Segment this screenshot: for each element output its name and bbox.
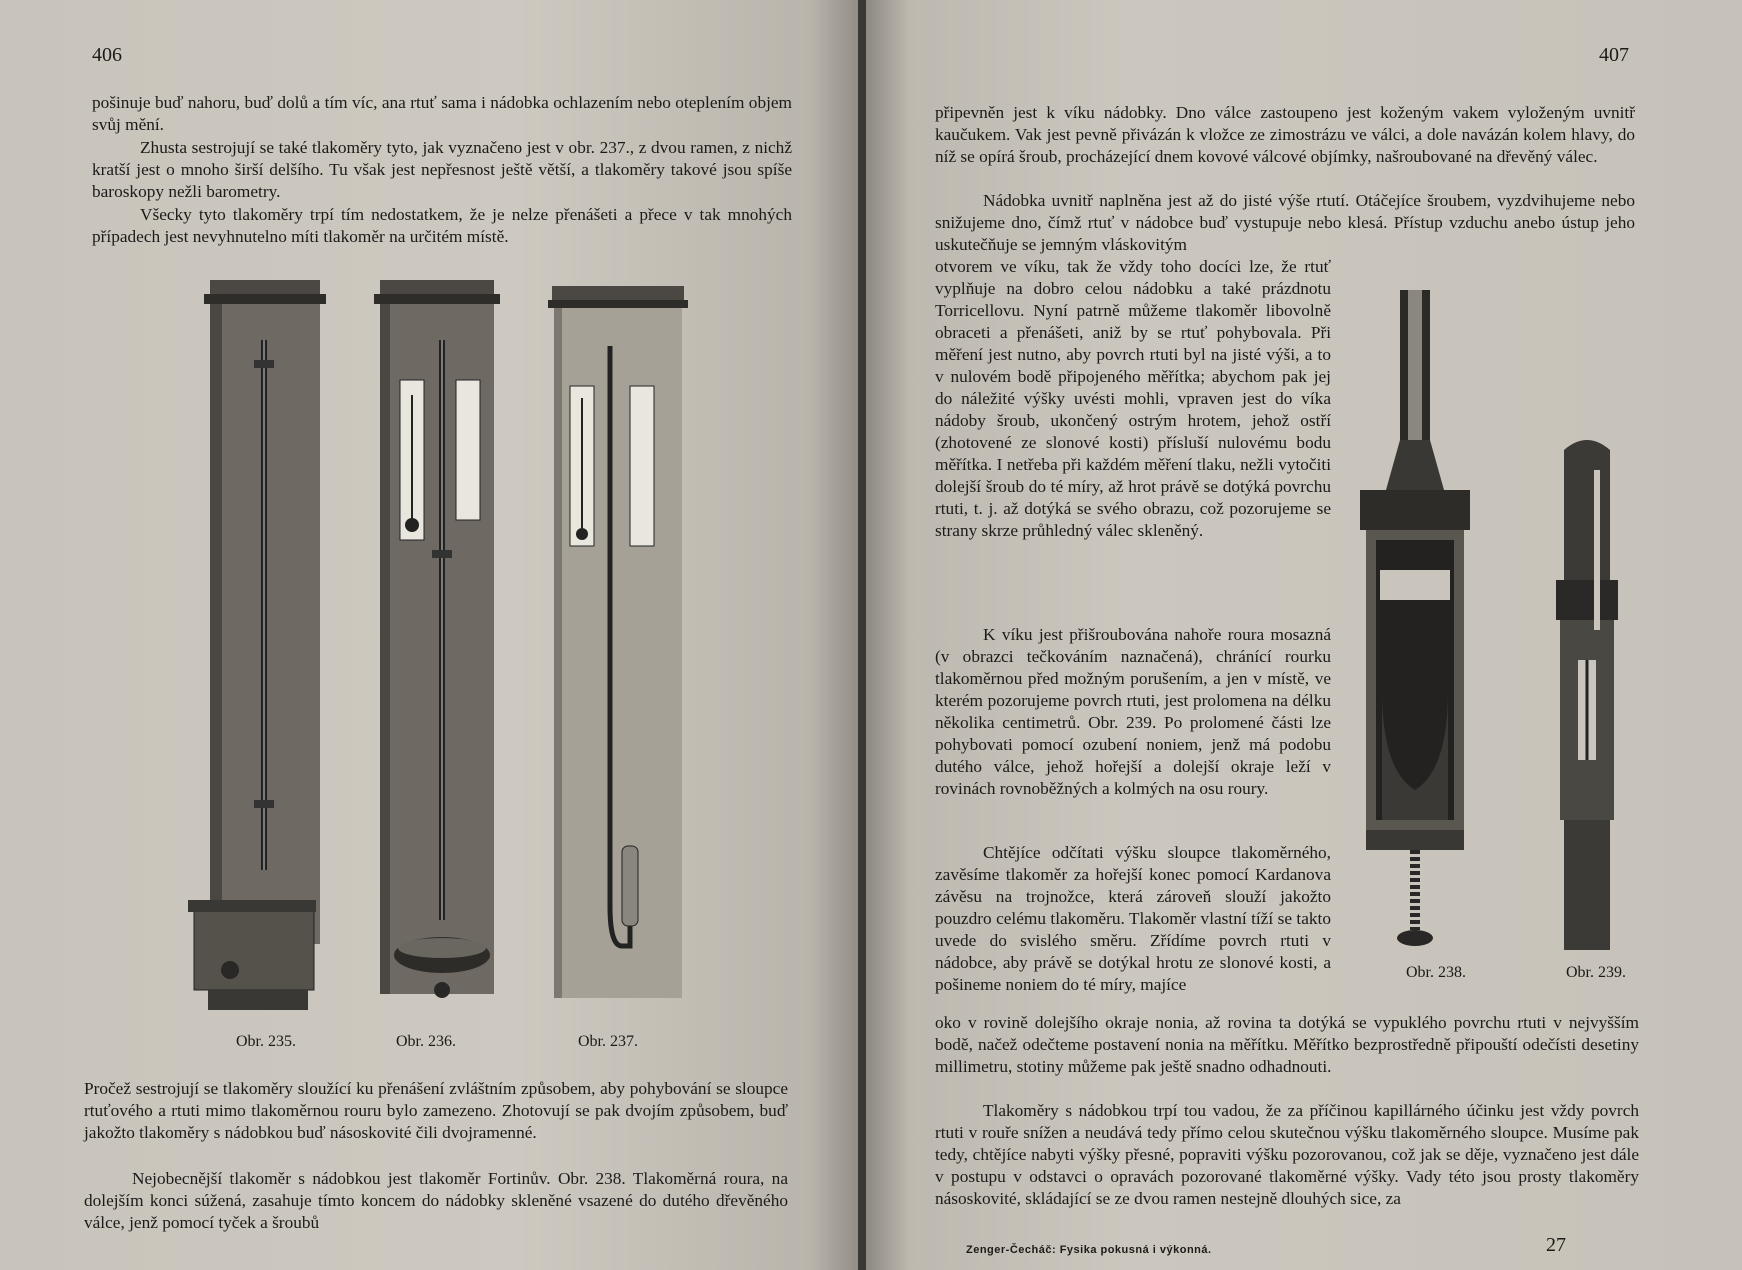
page-number-left: 406	[92, 44, 122, 66]
page-number-right: 407	[1599, 44, 1629, 66]
paragraph-left-4: Pročež sestrojují se tlakoměry sloužící ku přenášení zvláštním způsobem, aby pohybování se sloupce rtuťového a rtuti mimo tlakoměrnou rouru bylo zamezeno. Zhotovují se pak dvojím způsobem, buď jakožto tlakoměry s nádobkou buď násoskovité čili dvojramenné.	[84, 1079, 788, 1142]
caption-figure-239: Obr. 239.	[1566, 964, 1626, 981]
figure-235-barometer	[180, 280, 340, 1020]
paragraph-right-3: otvorem ve víku, tak že vždy toho docíci lze, že rtuť vyplňuje na dobro celou nádobku a také prázdnotu Torricellovu. Nyní patrně můžeme tlakoměr libovolně obraceti a přenášeti, aniž by se rtuť pohybovala. Při měření jest nutno, aby povrch rtuti byl na jisté výši, a to v nulovém bodě připojeného měřítka; abychom pak jej do náležité výšky uvésti mohli, vpraven jest do víka nádoby šroub, ukončený ostrým hrotem, jehož ostří (zhotovené ze slonové kosti) přísluší nulovému bodu měřítka. I netřeba při každém měření tlaku, nežli vytočiti dolejší šroub do té míry, až hrot právě se dotýká povrchu rtuti, t. j. až dotýká se svého obrazu, což pozorujeme se strany skrze průhledný válec skleněný.	[935, 257, 1331, 540]
caption-figure-236: Obr. 236.	[396, 1033, 456, 1050]
paragraph-right-4: K víku jest přišroubována nahoře roura mosazná (v obrazci tečkováním naznačená), chránící rourku tlakoměrnou před možným porušením, a jen v místě, ve kterém pozorujeme povrch rtuti, jest prolomena na délku několika centimetrů. Obr. 239. Po prolomené části lze pohybovati pomocí ozubení noniem, jenž má podobu dutého válce, jehož hořejší a dolejší okraje leží v rovinách rovnoběžných a kolmých na osu roury.	[935, 625, 1331, 798]
right-page	[866, 0, 1742, 1270]
paragraph-left-5: Nejobecnější tlakoměr s nádobkou jest tlakoměr Fortinův. Obr. 238. Tlakoměrná roura, na dolejším konci súžená, zasahuje tímto koncem do nádobky skleněné vsazené do dutého dřevěného válce, jenž pomocí tyček a šroubů	[84, 1169, 788, 1232]
paragraph-left-3: Všecky tyto tlakoměry trpí tím nedostatkem, že je nelze přenášeti a přece v tak mnohých případech jest nevyhnutelno míti tlakoměr na určitém místě.	[92, 205, 792, 246]
left-page	[0, 0, 862, 1270]
signature-number: 27	[1546, 1234, 1566, 1256]
figure-238-fortin-cistern	[1346, 290, 1486, 970]
figure-236-barometer	[362, 280, 512, 1020]
figure-239-vernier-tube	[1552, 430, 1622, 950]
paragraph-right-5: Chtějíce odčítati výšku sloupce tlakoměrného, zavěsíme tlakoměr za hořejší konec pomocí Kardanova závěsu na trojnožce, která zároveň slouží jakožto pouzdro celému tlakoměru. Tlakoměr vlastní tíží se takto uvede do svislého směru. Zřídíme povrch rtuti v nádobce, aby právě se dotýkal hrotu ze slonové kosti, a pošineme noniem do té míry, majíce	[935, 843, 1331, 994]
paragraph-right-2: Nádobka uvnitř naplněna jest až do jisté výše rtutí. Otáčejíce šroubem, vyzdvihujeme nebo snižujeme dno, čímž rtuť v nádobce buď vystupuje nebo klesá. Přístup vzduchu anebo ústup jeho uskutečňuje se jemným vláskovitým	[935, 191, 1635, 254]
caption-figure-238: Obr. 238.	[1406, 964, 1466, 981]
paragraph-left-1: pošinuje buď nahoru, buď dolů a tím víc, ana rtuť sama i nádobka ochlazením nebo oteplením objem svůj mění.	[92, 93, 792, 134]
footer-book-title: Zenger-Čecháč: Fysika pokusná i výkonná.	[966, 1244, 1212, 1256]
caption-figure-237: Obr. 237.	[578, 1033, 638, 1050]
paragraph-left-2: Zhusta sestrojují se také tlakoměry tyto, jak vyznačeno jest v obr. 237., z dvou ramen, z nichž kratší jest o mnoho širší delšího. Tu však jest nepřesnost ještě větší, a tlakoměry takové jsou spíše baroskopy nežli barometry.	[92, 138, 792, 201]
paragraph-right-6: oko v rovině dolejšího okraje nonia, až rovina ta dotýká se vypuklého povrchu rtuti v nejvyšším bodě, načež odečteme postavení nonia na měřítku. Měřítko bezprostředně připouští odečísti desetiny millimetru, stotiny můžeme pak ještě snadno odhadnouti.	[935, 1013, 1639, 1076]
paragraph-right-7: Tlakoměry s nádobkou trpí tou vadou, že za příčinou kapillárného účinku jest vždy povrch rtuti v rouře snížen a neudává tedy přímo celou skutečnou výšku tlakoměrného sloupce. Musíme pak tedy, chtějíce nabyti výšky přesné, popraviti výšku pozorovanou, což jak se děje, vyznačeno jest dále v postupu v odstavci o opravách pozorované tlakoměrné výšky. Vady této jsou prosty tlakoměry násoskovité, skládající se ze dvou ramen nestejně dlouhých sice, za	[935, 1101, 1639, 1208]
figure-237-barometer	[548, 286, 688, 1020]
paragraph-right-1: připevněn jest k víku nádobky. Dno válce zastoupeno jest koženým vakem vyloženým uvnitř kaučukem. Vak jest pevně přivázán k vložce ze zimostrázu ve válci, a dole navázán kolem hlavy, do níž se opírá šroub, procházející dnem kovové válcové objímky, našroubované na dřevěný válec.	[935, 103, 1635, 166]
caption-figure-235: Obr. 235.	[236, 1033, 296, 1050]
